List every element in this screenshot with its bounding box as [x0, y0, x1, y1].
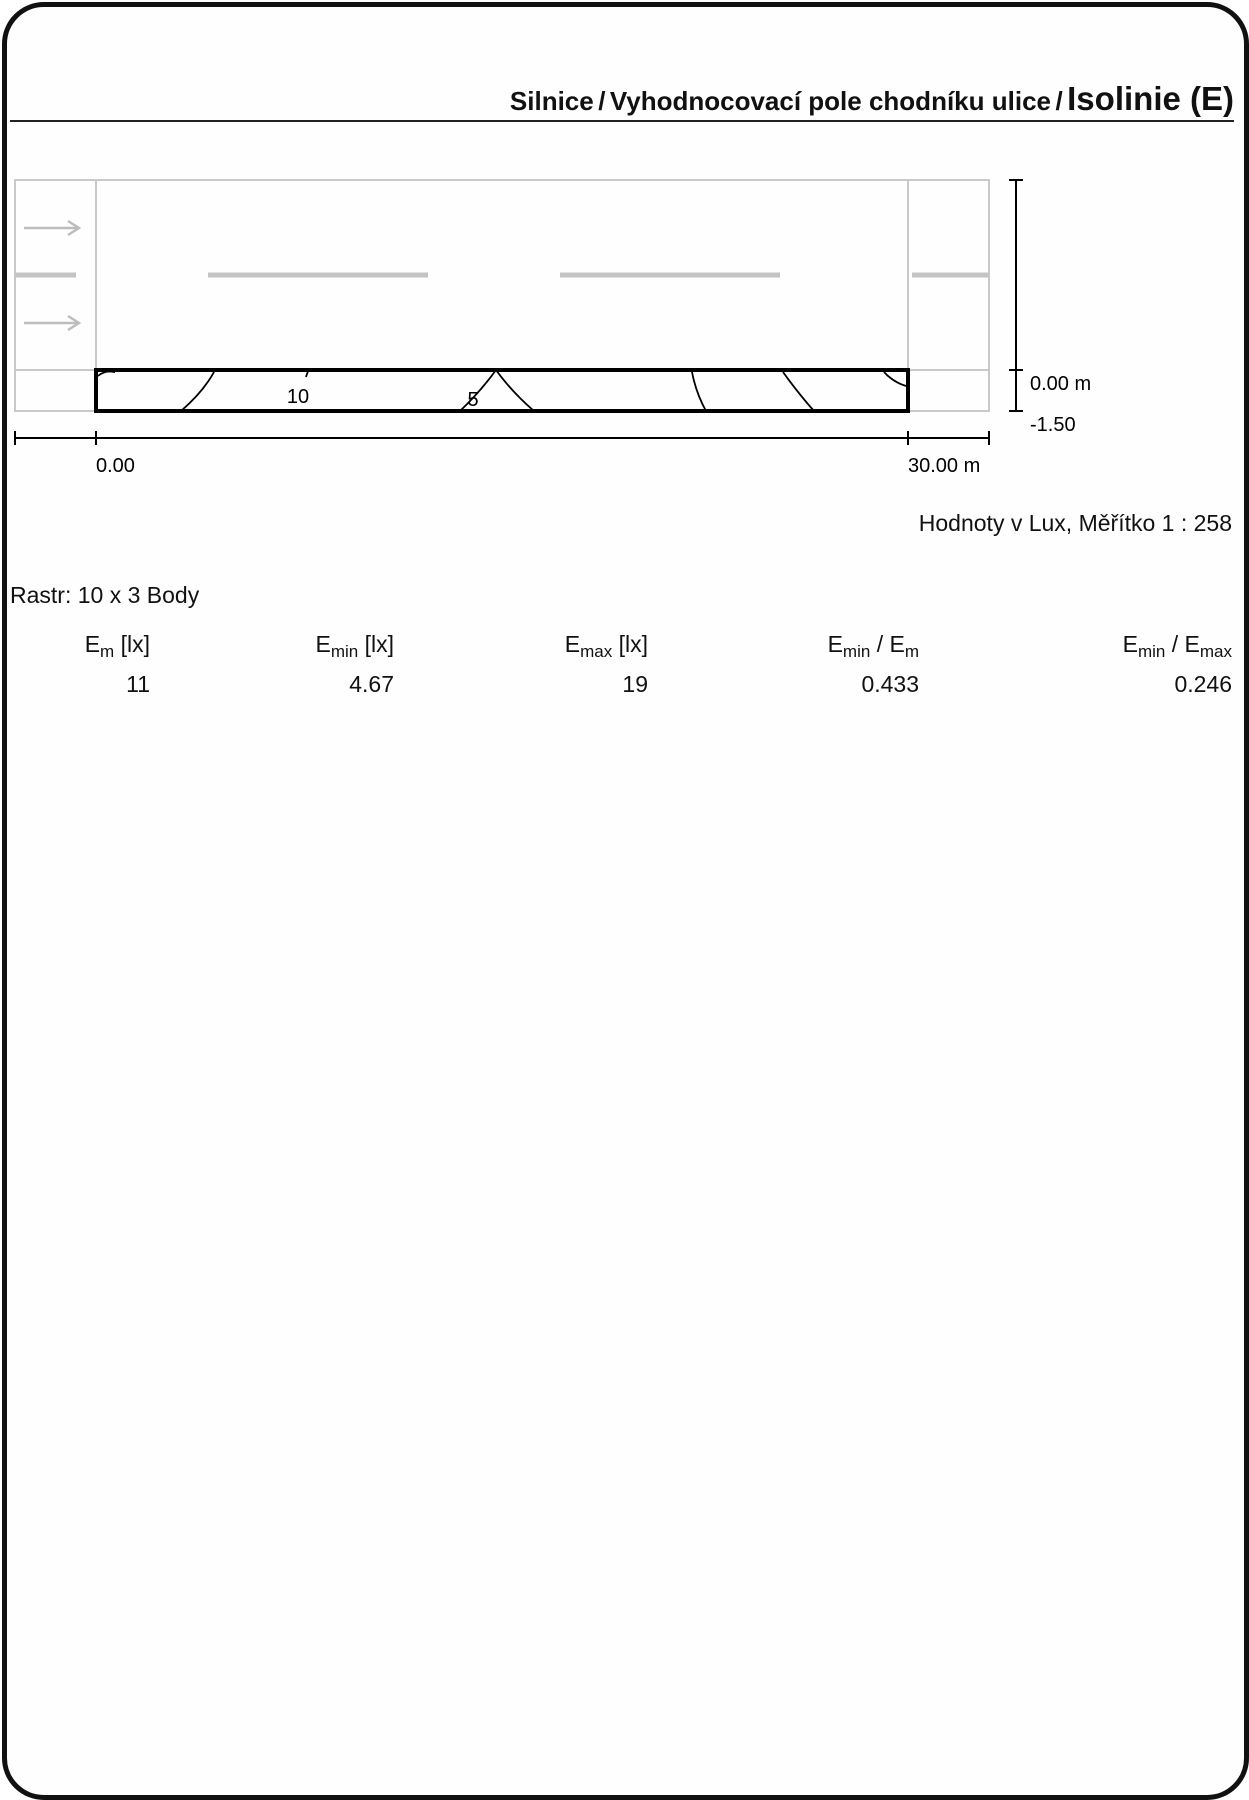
vertical-dimension — [1009, 180, 1023, 411]
isoline-label-5: 5 — [467, 389, 479, 411]
stats-header-row — [10, 628, 1232, 668]
direction-arrow-icon — [24, 316, 79, 330]
stats-value-row — [10, 668, 1232, 700]
stats-header-em: $E_m$ [lx] — [84, 631, 150, 661]
stats-header-emax: $E_{max}$ [lx] — [564, 631, 648, 661]
x-left-label: 0.00 — [96, 455, 135, 477]
stats-header-emin: $E_{min}$ [lx] — [315, 631, 394, 661]
stats-value-emin-em: 0.433 — [861, 671, 919, 697]
illuminance-stats-table — [10, 628, 1232, 700]
header-section: Silnice — [509, 86, 594, 116]
x-right-label: 30.00 m — [908, 455, 981, 477]
road-outline — [15, 180, 989, 411]
horizontal-dimension — [15, 431, 989, 445]
stats-value-emax: 19 — [622, 671, 648, 697]
units-scale-note: Hodnoty v Lux, Měřítko 1 : 258 — [918, 510, 1232, 536]
isoline-label-10: 10 — [286, 386, 310, 408]
header-separator-1: / — [598, 86, 606, 116]
stats-value-emin-emax: 0.246 — [1174, 671, 1232, 697]
stats-value-emin: 4.67 — [349, 671, 394, 697]
y-bottom-label: -1.50 — [1030, 414, 1076, 436]
stats-value-em: 11 — [126, 671, 150, 697]
isoline-plan — [0, 0, 1249, 500]
stats-header-emin-emax: $E_{min} / E_{max}$ — [1122, 631, 1232, 661]
page-title: Isolinie (E) — [1067, 80, 1234, 117]
y-top-label: 0.00 m — [1030, 373, 1092, 395]
direction-arrow-icon — [24, 221, 79, 235]
header-separator-2: / — [1055, 86, 1063, 116]
grid-label: Rastr: 10 x 3 Body — [10, 582, 200, 608]
isolines — [98, 370, 906, 411]
stats-header-emin-em: $E_{min} / E_m$ — [827, 631, 919, 661]
header-field: Vyhodnocovací pole chodníku ulice — [609, 86, 1051, 116]
